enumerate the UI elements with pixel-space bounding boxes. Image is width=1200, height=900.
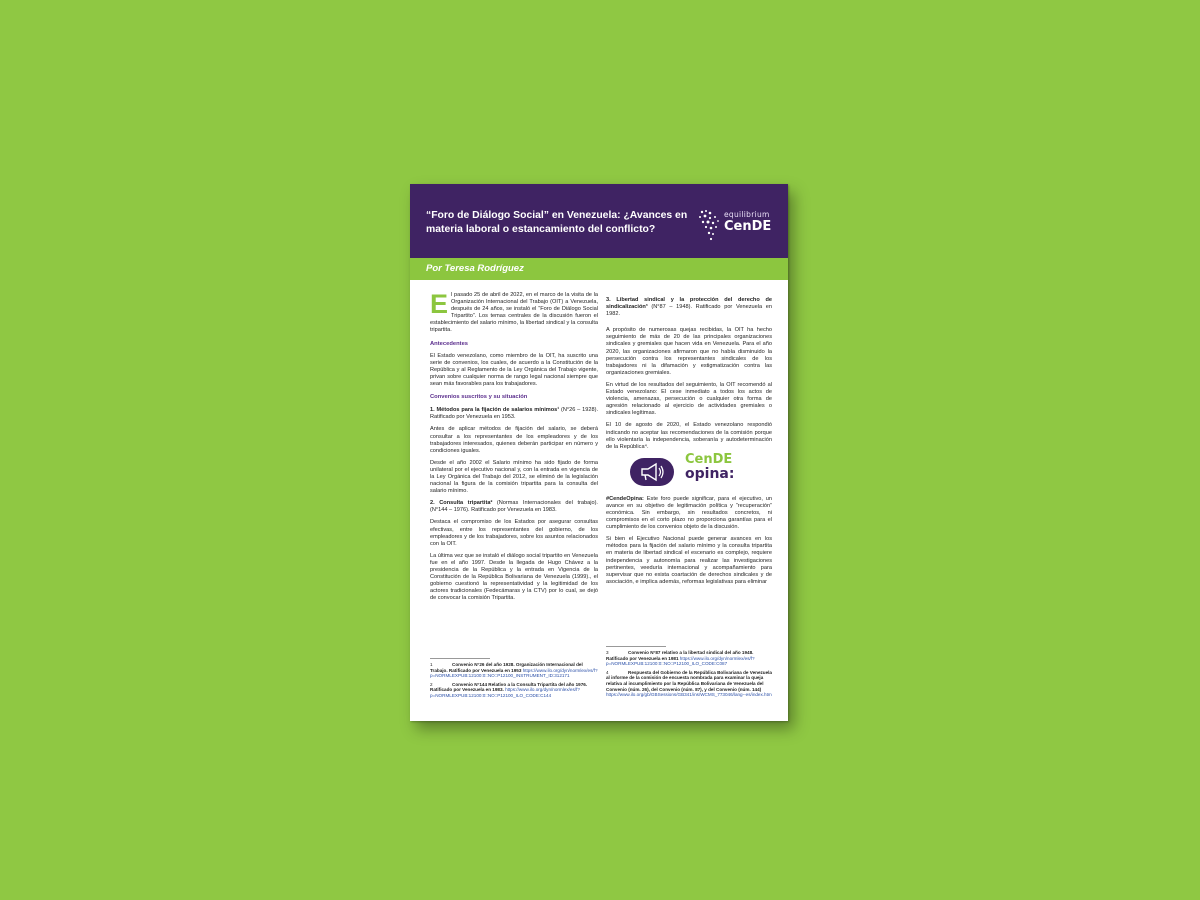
author-byline: Por Teresa Rodríguez xyxy=(426,263,524,274)
item-1-text: (N°26 – 1928). Ratificado por Venezuela en 1953. xyxy=(430,407,598,421)
cendeopina-text: Este foro puede significar, para el ejecutivo, un avance en su objetivo de legitimación política y “recuperación” económica. Sin embargo, sin resultados concretos, ni compromisos en el corto plazo no proporciona garantías para el cumplimiento de los convenios objeto de la discusión. xyxy=(606,495,772,531)
convenios-heading: Convenios suscritos y su situación xyxy=(430,394,528,401)
footnote-rule-right xyxy=(606,646,666,647)
footnote-text: Convenio N°26 del año 1928. Organización Internacional del Trabajo. Ratificado por Venezuela en 1953 xyxy=(430,662,583,673)
footnote-link[interactable]: https://www.ilo.org/gb/GBSessions/GB341/ins/WCMS_773046/lang--es/index.htm xyxy=(606,692,772,698)
megaphone-bubble xyxy=(630,458,674,486)
megaphone-icon xyxy=(630,458,674,486)
intro-paragraph xyxy=(430,289,598,335)
footnote-number: 2 xyxy=(430,681,433,687)
drop-cap: E xyxy=(430,289,449,319)
item-1-title: 1. Métodos para la fijación de salarios mínimos¹ xyxy=(430,407,560,414)
footnote-number: 3 xyxy=(606,650,609,655)
dots-logo-icon xyxy=(696,208,722,244)
footnote-link[interactable]: https://www.ilo.org/dyn/normlex/es/f?p=NORMLEXPUB:12100:0::NO::P12100_ILO_CODE:C087 xyxy=(606,655,755,667)
right-column xyxy=(606,297,772,591)
item-2-title: 2. Consulta tripartita² xyxy=(430,500,493,507)
footnote-rule-left xyxy=(430,658,490,659)
footnote-text: Respuesta del Gobierno de la República Bolivariana de Venezuela al informe de la comisión de encuesta nombrada para examinar la queja relativa al incumplimiento por la República Bolivariana de Venezuela del Convenio (núm. 26), del Convenio (núm. 87), y del Convenio (núm. 144) xyxy=(606,669,772,692)
paragraph-desde: Desde el año 2002 el Salario mínimo ha sido fijado de forma unilateral por el ejecutivo nacional y, con la entrada en vigencia de la Ley Orgánica del Trabajo del 2012, se eliminó de la legislación nacional la figura de la comisión tripartita para la consulta del salario mínimo. xyxy=(430,459,598,495)
paragraph-antes: Antes de aplicar métodos de fijación del salario, se deberá consultar a los representantes de los empleadores y de los trabajadores interesados, quienes deberán participar en número y condiciones iguales. xyxy=(430,426,598,454)
footnote-link[interactable]: https://www.ilo.org/dyn/normlex/es/f?p=NORMLEXPUB:12100:0::NO::P12100_INSTRUMENT_ID:312171 xyxy=(430,667,598,679)
cende-opina-banner xyxy=(606,451,772,488)
footnote-1 xyxy=(430,662,598,679)
item-2-text: (Normas Internacionales del trabajo). (N°144 – 1976). Ratificado por Venezuela en 1983. xyxy=(430,500,598,514)
paragraph-proposito: A propósito de numerosas quejas recibidas, la OIT ha hecho seguimiento de más de 20 de las principales organizaciones sindicales y gremiales que hacen vida en Venezuela. Para el año 2020, las organizaciones afirmaron que no había disminuido la persecución contra los representantes sindicales de los trabajadores ni la difamación y estigmatización contra las organizaciones gremiales. xyxy=(606,327,772,376)
byline-bar xyxy=(410,258,788,280)
document-page xyxy=(410,184,788,721)
item-2 xyxy=(430,500,598,514)
logo-text: CenDE xyxy=(724,219,772,234)
intro-text: l pasado 25 de abril de 2022, en el marco de la visita de la Organización Internacional del Trabajo (OIT) a Venezuela, después de 24 años, se instaló el “Foro de Diálogo Social Tripartito”. Los temas centrales de la discusión fueron el establecimiento del salario mínimo, la libertad sindical y la consulta tripartita. xyxy=(430,292,598,334)
item-3 xyxy=(606,297,772,318)
footnote-3 xyxy=(606,650,772,667)
paragraph-virtud: En virtud de los resultados del seguimiento, la OIT recomendó al Estado venezolano: El cese inmediato a todos los actos de violencia, amenazas, persecución o cualquier otra forma de agresión relacionado al ejercicio de actividades gremiales o sindicales legítimas. xyxy=(606,381,772,417)
footnote-2 xyxy=(430,682,598,699)
left-column xyxy=(430,289,598,607)
opina-word-text: opina: xyxy=(685,465,735,482)
paragraph-cendeopina xyxy=(606,496,772,531)
item-3-text: (N°87 – 1948). Ratificado por Venezuela en 1982. xyxy=(606,304,772,318)
footnote-number: 4 xyxy=(606,669,609,675)
antecedentes-paragraph: El Estado venezolano, como miembro de la OIT, ha suscrito una serie de convenios, los cuales, de acuerdo a la Constitución de la República y al Reglamento de la Ley Orgánica del Trabajo vigente, privan sobre cualquier norma de rango legal nacional siempre que sean más favorables para los trabajadores. xyxy=(430,352,598,388)
footnote-text: Convenio N°87 relativo a la libertad sindical del año 1948. Ratificado por Venezuela en 1981 xyxy=(606,650,754,661)
antecedentes-heading: Antecedentes xyxy=(430,340,469,347)
paragraph-sibien: Si bien el Ejecutivo Nacional puede generar avances en los métodos para la fijación del salario mínimo y la consulta tripartita en materia de libertad sindical el escenario es complejo, requiere independencia y autonomía para realizar las investigaciones pertinentes, veeduría internacional y acompañamiento para supervisar que no exista coartación de derechos sindicales y de asociación, e implica además, reformas legislativas para eliminar xyxy=(606,536,772,585)
paragraph-destaca: Destaca el compromiso de los Estados por asegurar consultas efectivas, entre los representantes del gobierno, de los empleadores y de los trabajadores, sobre los asuntos relacionados con la OIT. xyxy=(430,519,598,547)
footnote-number: 1 xyxy=(430,662,433,667)
document-header xyxy=(410,184,788,258)
paragraph-ultima: La última vez que se instaló el diálogo social tripartito en Venezuela fue en el año 1997. Desde la llegada de Hugo Chávez a la presidencia de la República y la entrada en Vigencia de la Constitución de la República Bolivariana de Venezuela (1999)., el gobierno cuestionó la representatividad y la legitimidad de los actores tradicionales (Fedecámaras y la CTV) por lo cual, se dejó de convocar la comisión Tripartita. xyxy=(430,552,598,602)
logo-subtext: equilibrium xyxy=(724,210,770,219)
cendeopina-tag: #CendeOpina: xyxy=(606,495,644,502)
item-1 xyxy=(430,407,598,421)
document-title: “Foro de Diálogo Social” en Venezuela: ¿Avances en materia laboral o estancamiento del conflicto? xyxy=(426,210,688,235)
item-3-title: 3. Libertad sindical y la protección del derecho de sindicalización³ xyxy=(606,297,772,311)
footnote-text: Convenio N°144 Relativo a la Consulta Tripartita del año 1976. Ratificado por Venezuela en 1983. xyxy=(430,681,588,693)
footnotes-right xyxy=(606,650,772,701)
opina-cende-text: CenDE xyxy=(685,451,733,467)
paragraph-agosto: El 10 de agosto de 2020, el Estado venezolano respondió indicando no aceptar las recomendaciones de la comisión porque ello violentaría la independencia, soberanía y autodeterminación de la República⁴. xyxy=(606,422,772,450)
cende-logo xyxy=(696,202,782,246)
footnote-4 xyxy=(606,670,772,698)
footnotes-left xyxy=(430,662,598,702)
footnote-link[interactable]: https://www.ilo.org/dyn/normlex/es/f?p=NORMLEXPUB:12100:0::NO::P12100_ILO_CODE:C144 xyxy=(430,687,580,698)
